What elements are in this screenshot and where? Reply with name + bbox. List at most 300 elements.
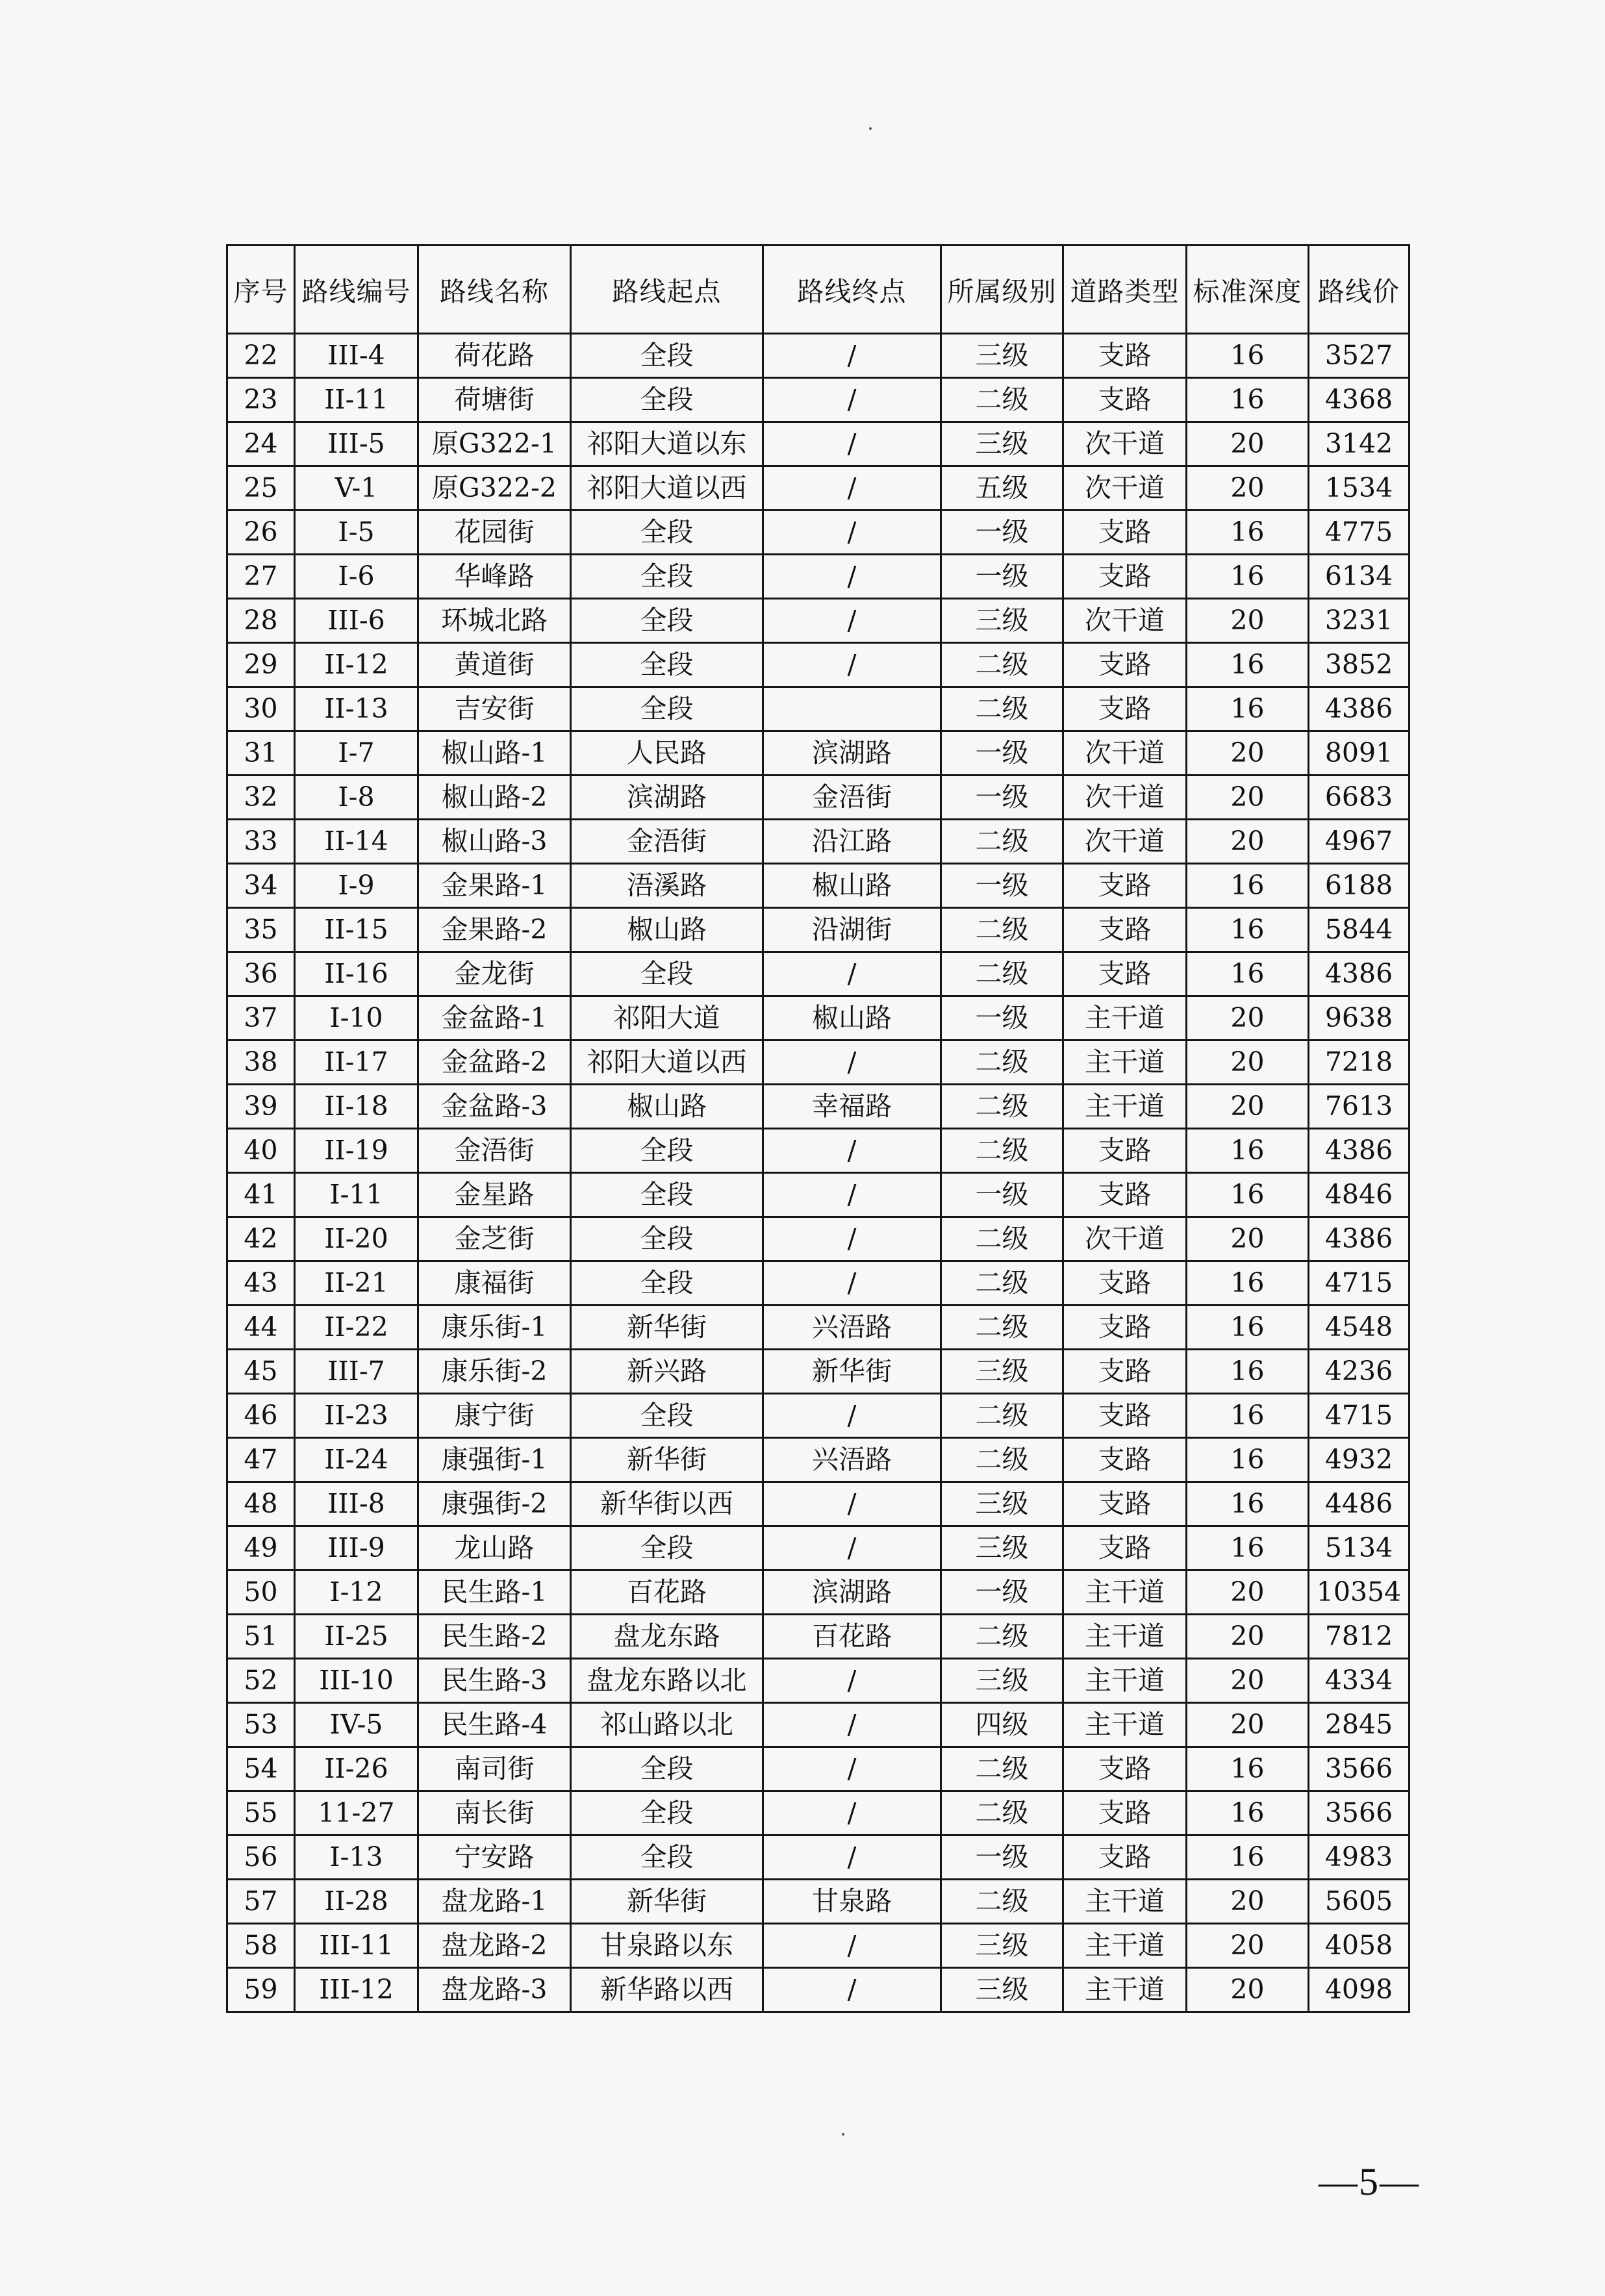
cell-route-name: 金盆路-1 [418,996,571,1041]
cell-index: 35 [227,908,295,952]
cell-route-code: III-9 [295,1526,418,1571]
cell-road-type: 主干道 [1063,996,1187,1041]
cell-road-type: 支路 [1063,511,1187,555]
cell-grade: 二级 [941,1394,1063,1438]
cell-route-start: 全段 [571,1217,763,1261]
cell-index: 24 [227,422,295,466]
cell-route-end: / [763,555,941,599]
cell-route-name: 椒山路-2 [418,776,571,820]
cell-index: 42 [227,1217,295,1261]
cell-standard-depth: 20 [1187,1880,1309,1924]
table-row [227,599,1409,643]
cell-standard-depth: 20 [1187,1924,1309,1968]
cell-road-type: 次干道 [1063,731,1187,776]
cell-grade: 二级 [941,1880,1063,1924]
cell-road-type: 支路 [1063,1482,1187,1526]
cell-route-end [763,687,941,731]
table-row [227,1703,1409,1747]
cell-route-start: 全段 [571,1129,763,1173]
cell-route-end: / [763,1791,941,1836]
cell-standard-depth: 16 [1187,1482,1309,1526]
cell-grade: 三级 [941,599,1063,643]
cell-index: 37 [227,996,295,1041]
cell-grade: 二级 [941,643,1063,687]
cell-index: 49 [227,1526,295,1571]
table-row [227,1880,1409,1924]
cell-route-code: III-8 [295,1482,418,1526]
cell-route-end: / [763,1836,941,1880]
cell-route-start: 新华街以西 [571,1482,763,1526]
cell-route-name: 康强街-1 [418,1438,571,1482]
cell-route-end: 椒山路 [763,996,941,1041]
cell-route-start: 全段 [571,952,763,996]
cell-standard-depth: 20 [1187,1659,1309,1703]
table-row [227,1924,1409,1968]
cell-route-start: 百花路 [571,1571,763,1615]
cell-route-end: 新华街 [763,1350,941,1394]
cell-road-type: 次干道 [1063,820,1187,864]
cell-route-price: 4846 [1309,1173,1409,1217]
cell-route-end: / [763,1747,941,1791]
cell-route-price: 4386 [1309,1217,1409,1261]
cell-route-price: 9638 [1309,996,1409,1041]
table-row [227,422,1409,466]
cell-route-name: 康宁街 [418,1394,571,1438]
cell-grade: 一级 [941,1571,1063,1615]
cell-grade: 三级 [941,1659,1063,1703]
cell-route-end: 兴浯路 [763,1438,941,1482]
table-row [227,1173,1409,1217]
cell-grade: 二级 [941,1306,1063,1350]
cell-route-end: / [763,599,941,643]
cell-route-code: III-4 [295,334,418,378]
cell-road-type: 主干道 [1063,1041,1187,1085]
cell-road-type: 支路 [1063,1129,1187,1173]
cell-route-end: 滨湖路 [763,1571,941,1615]
cell-route-price: 3566 [1309,1791,1409,1836]
cell-standard-depth: 20 [1187,1968,1309,2012]
cell-standard-depth: 16 [1187,687,1309,731]
table-body [227,334,1409,2012]
cell-standard-depth: 16 [1187,1306,1309,1350]
cell-route-end: 百花路 [763,1615,941,1659]
cell-index: 39 [227,1085,295,1129]
cell-grade: 二级 [941,1747,1063,1791]
cell-route-price: 3231 [1309,599,1409,643]
cell-route-code: I-6 [295,555,418,599]
cell-route-start: 甘泉路以东 [571,1924,763,1968]
cell-route-start: 祁阳大道以东 [571,422,763,466]
cell-route-name: 金果路-1 [418,864,571,908]
cell-route-start: 盘龙东路以北 [571,1659,763,1703]
table-row [227,1836,1409,1880]
cell-standard-depth: 16 [1187,1836,1309,1880]
cell-index: 26 [227,511,295,555]
cell-road-type: 次干道 [1063,466,1187,511]
cell-route-start: 祁阳大道以西 [571,1041,763,1085]
cell-route-price: 4548 [1309,1306,1409,1350]
cell-route-code: II-13 [295,687,418,731]
cell-route-price: 6188 [1309,864,1409,908]
cell-route-price: 4058 [1309,1924,1409,1968]
cell-route-start: 新华街 [571,1438,763,1482]
table-row [227,908,1409,952]
cell-route-start: 祁阳大道以西 [571,466,763,511]
cell-route-code: III-5 [295,422,418,466]
cell-standard-depth: 16 [1187,1261,1309,1306]
cell-route-price: 8091 [1309,731,1409,776]
table-row [227,1041,1409,1085]
cell-route-end: / [763,466,941,511]
cell-route-price: 6134 [1309,555,1409,599]
cell-route-price: 4334 [1309,1659,1409,1703]
cell-index: 28 [227,599,295,643]
cell-grade: 一级 [941,1836,1063,1880]
cell-index: 45 [227,1350,295,1394]
cell-road-type: 支路 [1063,378,1187,422]
cell-route-name: 盘龙路-1 [418,1880,571,1924]
cell-index: 31 [227,731,295,776]
cell-route-code: I-10 [295,996,418,1041]
cell-grade: 二级 [941,687,1063,731]
cell-route-name: 金盆路-2 [418,1041,571,1085]
cell-standard-depth: 16 [1187,334,1309,378]
cell-index: 29 [227,643,295,687]
cell-route-price: 4486 [1309,1482,1409,1526]
cell-route-start: 新兴路 [571,1350,763,1394]
cell-standard-depth: 16 [1187,1394,1309,1438]
cell-standard-depth: 20 [1187,996,1309,1041]
cell-route-code: I-5 [295,511,418,555]
cell-route-end: / [763,1217,941,1261]
cell-grade: 三级 [941,422,1063,466]
cell-index: 59 [227,1968,295,2012]
cell-route-name: 黄道街 [418,643,571,687]
cell-route-price: 3566 [1309,1747,1409,1791]
cell-route-price: 10354 [1309,1571,1409,1615]
cell-road-type: 主干道 [1063,1703,1187,1747]
cell-standard-depth: 16 [1187,1438,1309,1482]
table-row [227,1438,1409,1482]
cell-route-price: 4775 [1309,511,1409,555]
cell-route-code: II-12 [295,643,418,687]
header-grade: 所属级别 [941,246,1063,334]
cell-route-start: 全段 [571,555,763,599]
cell-index: 27 [227,555,295,599]
cell-route-name: 康强街-2 [418,1482,571,1526]
cell-route-price: 4368 [1309,378,1409,422]
cell-index: 32 [227,776,295,820]
cell-route-end: / [763,1041,941,1085]
cell-road-type: 支路 [1063,1747,1187,1791]
cell-road-type: 支路 [1063,1526,1187,1571]
cell-route-code: I-12 [295,1571,418,1615]
cell-route-price: 5844 [1309,908,1409,952]
cell-road-type: 支路 [1063,908,1187,952]
cell-road-type: 支路 [1063,643,1187,687]
cell-grade: 四级 [941,1703,1063,1747]
cell-route-price: 3527 [1309,334,1409,378]
cell-route-end: / [763,1261,941,1306]
header-standard-depth: 标准深度 [1187,246,1309,334]
cell-index: 43 [227,1261,295,1306]
cell-route-price: 6683 [1309,776,1409,820]
table-row [227,687,1409,731]
cell-route-name: 民生路-1 [418,1571,571,1615]
cell-grade: 三级 [941,1350,1063,1394]
cell-standard-depth: 16 [1187,952,1309,996]
cell-standard-depth: 16 [1187,1173,1309,1217]
table-row [227,1350,1409,1394]
cell-route-price: 7812 [1309,1615,1409,1659]
cell-grade: 一级 [941,731,1063,776]
cell-route-code: IV-5 [295,1703,418,1747]
cell-standard-depth: 20 [1187,1703,1309,1747]
cell-route-code: II-26 [295,1747,418,1791]
cell-route-start: 新华路以西 [571,1968,763,2012]
table-row [227,511,1409,555]
cell-index: 41 [227,1173,295,1217]
cell-route-price: 4386 [1309,1129,1409,1173]
table-row [227,1615,1409,1659]
cell-grade: 一级 [941,776,1063,820]
cell-index: 54 [227,1747,295,1791]
cell-route-name: 金星路 [418,1173,571,1217]
cell-road-type: 主干道 [1063,1924,1187,1968]
cell-route-end: / [763,1394,941,1438]
table-row [227,1129,1409,1173]
cell-route-code: III-11 [295,1924,418,1968]
cell-route-name: 华峰路 [418,555,571,599]
cell-route-end: / [763,1482,941,1526]
cell-route-end: 兴浯路 [763,1306,941,1350]
cell-index: 23 [227,378,295,422]
cell-standard-depth: 16 [1187,643,1309,687]
cell-route-start: 全段 [571,1173,763,1217]
cell-route-end: 金浯街 [763,776,941,820]
cell-route-price: 5605 [1309,1880,1409,1924]
cell-road-type: 支路 [1063,1438,1187,1482]
cell-route-price: 7218 [1309,1041,1409,1085]
cell-road-type: 支路 [1063,1791,1187,1836]
cell-route-end: 沿湖街 [763,908,941,952]
cell-route-end: / [763,511,941,555]
cell-route-name: 康乐街-1 [418,1306,571,1350]
cell-grade: 三级 [941,1924,1063,1968]
cell-standard-depth: 20 [1187,466,1309,511]
cell-standard-depth: 16 [1187,1526,1309,1571]
scan-speck [869,127,872,130]
cell-route-start: 滨湖路 [571,776,763,820]
cell-route-end: / [763,1968,941,2012]
cell-route-price: 4098 [1309,1968,1409,2012]
cell-index: 46 [227,1394,295,1438]
cell-route-start: 浯溪路 [571,864,763,908]
table-row [227,466,1409,511]
table-row [227,1261,1409,1306]
cell-index: 44 [227,1306,295,1350]
table-row [227,1085,1409,1129]
cell-route-start: 全段 [571,1394,763,1438]
cell-route-price: 4386 [1309,687,1409,731]
cell-route-name: 民生路-4 [418,1703,571,1747]
cell-grade: 二级 [941,1085,1063,1129]
cell-standard-depth: 16 [1187,908,1309,952]
cell-grade: 一级 [941,1173,1063,1217]
table-row [227,643,1409,687]
cell-route-name: 康福街 [418,1261,571,1306]
cell-route-name: 民生路-3 [418,1659,571,1703]
cell-road-type: 主干道 [1063,1659,1187,1703]
cell-route-price: 3142 [1309,422,1409,466]
cell-standard-depth: 20 [1187,1041,1309,1085]
cell-route-end: / [763,1703,941,1747]
cell-route-code: II-25 [295,1615,418,1659]
cell-road-type: 支路 [1063,864,1187,908]
cell-route-end: / [763,1526,941,1571]
road-price-table [226,244,1410,2013]
cell-route-start: 祁阳大道 [571,996,763,1041]
cell-route-start: 全段 [571,687,763,731]
scan-speck [842,2133,844,2136]
cell-route-name: 宁安路 [418,1836,571,1880]
cell-road-type: 支路 [1063,1394,1187,1438]
cell-route-code: I-13 [295,1836,418,1880]
cell-standard-depth: 16 [1187,1747,1309,1791]
table-row [227,1526,1409,1571]
cell-route-code: III-6 [295,599,418,643]
cell-route-code: II-19 [295,1129,418,1173]
cell-route-code: II-16 [295,952,418,996]
cell-route-code: I-9 [295,864,418,908]
cell-route-price: 4236 [1309,1350,1409,1394]
cell-route-name: 金盆路-3 [418,1085,571,1129]
cell-route-end: / [763,1924,941,1968]
cell-road-type: 次干道 [1063,1217,1187,1261]
cell-route-name: 南长街 [418,1791,571,1836]
cell-route-name: 金果路-2 [418,908,571,952]
cell-road-type: 主干道 [1063,1880,1187,1924]
cell-grade: 二级 [941,1041,1063,1085]
cell-index: 58 [227,1924,295,1968]
cell-route-code: I-8 [295,776,418,820]
cell-route-start: 全段 [571,599,763,643]
cell-road-type: 支路 [1063,1261,1187,1306]
cell-route-code: II-17 [295,1041,418,1085]
cell-route-start: 全段 [571,1791,763,1836]
cell-route-end: / [763,952,941,996]
cell-route-price: 4386 [1309,952,1409,996]
cell-standard-depth: 16 [1187,511,1309,555]
cell-road-type: 主干道 [1063,1571,1187,1615]
cell-road-type: 次干道 [1063,422,1187,466]
cell-grade: 二级 [941,378,1063,422]
cell-standard-depth: 20 [1187,1085,1309,1129]
table-row [227,1482,1409,1526]
cell-route-code: II-15 [295,908,418,952]
cell-road-type: 支路 [1063,1350,1187,1394]
cell-route-start: 新华街 [571,1306,763,1350]
cell-standard-depth: 20 [1187,1217,1309,1261]
cell-index: 47 [227,1438,295,1482]
cell-route-price: 1534 [1309,466,1409,511]
cell-grade: 二级 [941,1129,1063,1173]
cell-grade: 二级 [941,1261,1063,1306]
table-row [227,1968,1409,2012]
cell-route-name: 原G322-1 [418,422,571,466]
cell-route-name: 民生路-2 [418,1615,571,1659]
cell-route-start: 新华街 [571,1880,763,1924]
cell-route-end: / [763,1659,941,1703]
cell-index: 51 [227,1615,295,1659]
cell-route-end: 幸福路 [763,1085,941,1129]
cell-standard-depth: 16 [1187,1791,1309,1836]
cell-route-end: / [763,1173,941,1217]
cell-route-code: II-14 [295,820,418,864]
table-row [227,1571,1409,1615]
cell-route-code: II-24 [295,1438,418,1482]
cell-road-type: 支路 [1063,687,1187,731]
cell-route-code: II-18 [295,1085,418,1129]
cell-route-code: III-12 [295,1968,418,2012]
cell-route-start: 全段 [571,378,763,422]
cell-route-start: 全段 [571,511,763,555]
cell-index: 52 [227,1659,295,1703]
table-row [227,1659,1409,1703]
cell-grade: 二级 [941,1217,1063,1261]
cell-route-start: 全段 [571,643,763,687]
cell-standard-depth: 16 [1187,378,1309,422]
cell-grade: 二级 [941,820,1063,864]
header-road-type: 道路类型 [1063,246,1187,334]
cell-road-type: 支路 [1063,555,1187,599]
cell-route-code: II-23 [295,1394,418,1438]
table-row [227,952,1409,996]
cell-route-name: 椒山路-1 [418,731,571,776]
cell-grade: 二级 [941,1791,1063,1836]
header-route-start: 路线起点 [571,246,763,334]
cell-route-name: 荷塘街 [418,378,571,422]
cell-grade: 二级 [941,952,1063,996]
cell-standard-depth: 16 [1187,1350,1309,1394]
cell-route-end: / [763,378,941,422]
cell-route-name: 椒山路-3 [418,820,571,864]
cell-standard-depth: 16 [1187,555,1309,599]
cell-route-end: 椒山路 [763,864,941,908]
cell-route-price: 4715 [1309,1261,1409,1306]
cell-route-start: 椒山路 [571,908,763,952]
cell-grade: 二级 [941,908,1063,952]
cell-index: 55 [227,1791,295,1836]
cell-index: 30 [227,687,295,731]
cell-route-start: 全段 [571,1526,763,1571]
header-route-code: 路线编号 [295,246,418,334]
cell-route-name: 金龙街 [418,952,571,996]
cell-route-name: 金芝街 [418,1217,571,1261]
cell-route-code: II-21 [295,1261,418,1306]
cell-route-price: 4983 [1309,1836,1409,1880]
cell-road-type: 次干道 [1063,776,1187,820]
table-row [227,820,1409,864]
cell-index: 53 [227,1703,295,1747]
table-row [227,731,1409,776]
cell-route-code: 11-27 [295,1791,418,1836]
cell-road-type: 支路 [1063,1306,1187,1350]
cell-route-start: 祁山路以北 [571,1703,763,1747]
cell-route-end: / [763,1129,941,1173]
cell-standard-depth: 20 [1187,820,1309,864]
cell-index: 25 [227,466,295,511]
